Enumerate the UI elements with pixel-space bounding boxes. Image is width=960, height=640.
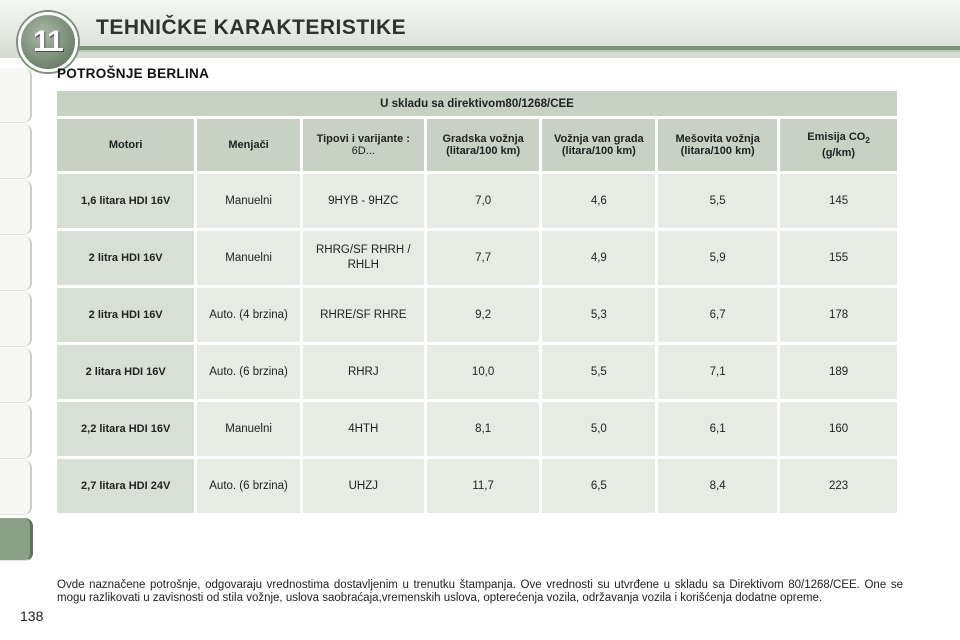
table-row [57,288,897,342]
cell-extra-urban: 4,6 [542,174,655,228]
cell-engine: 2,2 litara HDI 16V [57,402,194,456]
cell-types: RHRJ [303,345,424,399]
cell-gearbox: Auto. (6 brzina) [197,345,299,399]
chapter-tab-active[interactable] [0,518,33,561]
cell-extra-urban: 5,0 [542,402,655,456]
cell-extra-urban: 6,5 [542,459,655,513]
cell-extra-urban: 4,9 [542,231,655,285]
cell-types: 4HTH [303,402,424,456]
cell-co2: 160 [780,402,897,456]
table-caption: U skladu sa direktivom80/1268/CEE [57,91,897,116]
table-row [57,345,897,399]
chapter-tabs [0,60,34,580]
footnote: Ovde naznačene potrošnje, odgovaraju vrednostima dostavljenim u trenutku štampanja. Ove vrednosti su utvrđene u skladu sa Direktivom 80/1268/CEE. One se mogu razlikovati u zavisnosti od stila vožnje, uslova saobraćaja,vremenskih uslova, opterećenja vozila, održavanja vozila i korišćenja dodatne opreme. [57,579,903,604]
header-city: Gradska vožnja (litara/100 km) [427,119,540,171]
header-engines: Motori [57,119,194,171]
cell-city: 7,0 [427,174,540,228]
cell-engine: 1,6 litara HDI 16V [57,174,194,228]
header-types-code: 6D... [351,145,375,157]
cell-gearbox: Manuelni [197,231,299,285]
table-header-row [57,119,897,171]
cell-city: 7,7 [427,231,540,285]
cell-gearbox: Auto. (4 brzina) [197,288,299,342]
cell-engine: 2 litara HDI 16V [57,345,194,399]
cell-mixed: 6,7 [658,288,777,342]
table-row [57,459,897,513]
cell-city: 11,7 [427,459,540,513]
consumption-table [54,88,900,516]
chapter-tab[interactable] [0,124,32,179]
section-title: POTROŠNJE BERLINA [57,66,210,81]
cell-extra-urban: 5,5 [542,345,655,399]
cell-city: 10,0 [427,345,540,399]
cell-gearbox: Manuelni [197,402,299,456]
header-co2 [780,119,897,171]
cell-engine: 2 litra HDI 16V [57,288,194,342]
cell-mixed: 5,5 [658,174,777,228]
cell-co2: 178 [780,288,897,342]
cell-mixed: 7,1 [658,345,777,399]
chapter-tab[interactable] [0,236,32,291]
chapter-number: 11 [33,25,63,58]
cell-city: 8,1 [427,402,540,456]
header-co2-label: Emisija CO [807,130,866,143]
cell-mixed: 5,9 [658,231,777,285]
header-extra-urban: Vožnja van grada (litara/100 km) [542,119,655,171]
table-row [57,174,897,228]
cell-co2: 189 [780,345,897,399]
chapter-tab[interactable] [0,68,32,123]
chapter-tab[interactable] [0,292,32,347]
header-divider-secondary [40,50,960,52]
table-row [57,402,897,456]
cell-co2: 223 [780,459,897,513]
header-co2-subscript: 2 [865,135,870,145]
table-caption-row [57,91,897,116]
cell-city: 9,2 [427,288,540,342]
cell-mixed: 8,4 [658,459,777,513]
cell-gearbox: Auto. (6 brzina) [197,459,299,513]
chapter-tab[interactable] [0,404,32,459]
table-row [57,231,897,285]
header-mixed: Mešovita vožnja (litara/100 km) [658,119,777,171]
cell-engine: 2 litra HDI 16V [57,231,194,285]
page-number: 138 [20,608,44,624]
cell-extra-urban: 5,3 [542,288,655,342]
header-types-label: Tipovi i varijante : [316,132,410,145]
cell-types: RHRE/SF RHRE [303,288,424,342]
chapter-tab[interactable] [0,460,32,515]
header-types [303,119,424,171]
cell-co2: 155 [780,231,897,285]
cell-types: 9HYB - 9HZC [303,174,424,228]
cell-types: UHZJ [303,459,424,513]
chapter-tab[interactable] [0,180,32,235]
cell-types: RHRG/SF RHRH / RHLH [303,231,424,285]
chapter-tab[interactable] [0,348,32,403]
cell-gearbox: Manuelni [197,174,299,228]
cell-mixed: 6,1 [658,402,777,456]
cell-co2: 145 [780,174,897,228]
cell-engine: 2,7 litara HDI 24V [57,459,194,513]
header-co2-unit: (g/km) [822,147,856,159]
chapter-title: TEHNIČKE KARAKTERISTIKE [96,16,407,39]
header-gearbox: Menjači [197,119,299,171]
